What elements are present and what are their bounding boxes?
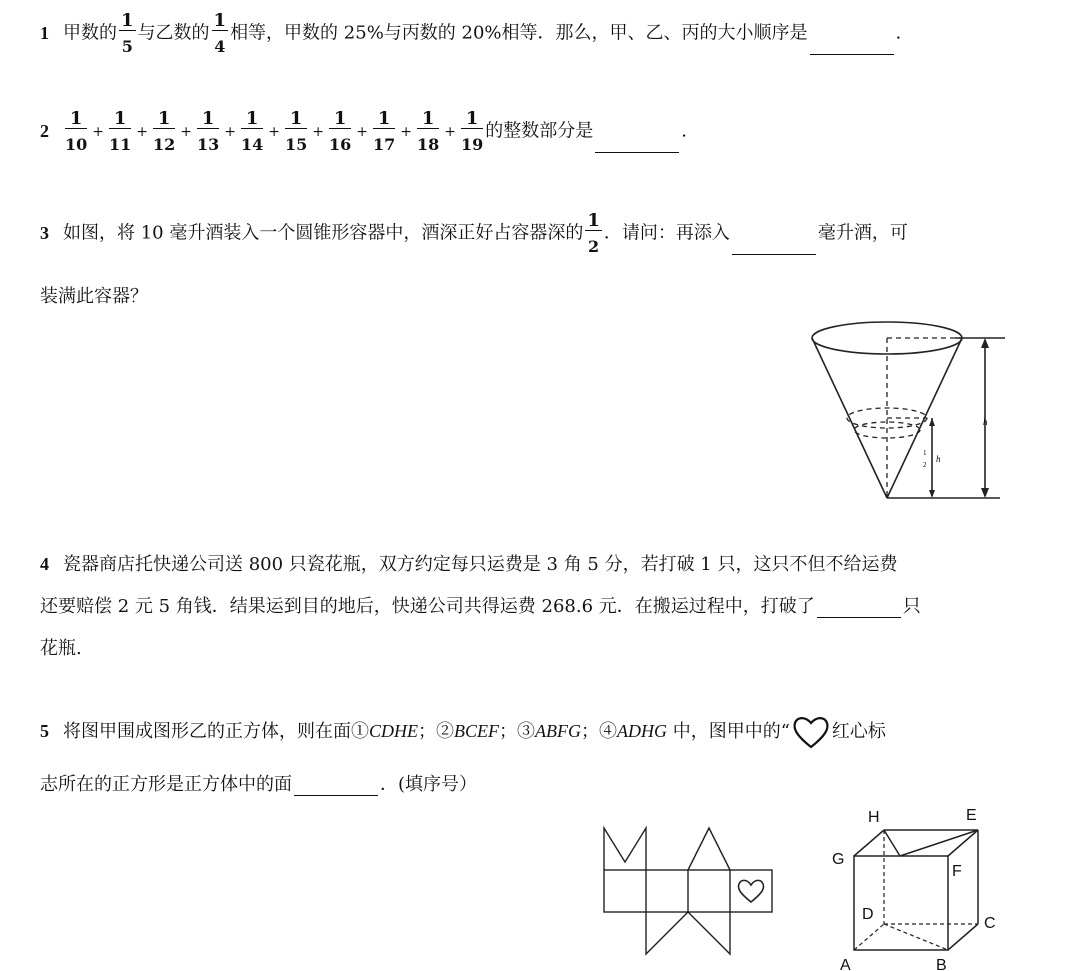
fraction: $\frac{1}{19}$ [461, 108, 484, 154]
svg-text:h: h [936, 454, 941, 464]
vertex-label-B: B [936, 957, 947, 971]
answer-blank[interactable] [810, 54, 894, 55]
plus-sign: + [92, 123, 104, 140]
answer-blank[interactable] [817, 617, 901, 618]
q1-text-1: 甲数的 [63, 22, 117, 44]
fraction: $\frac{1}{18}$ [417, 108, 440, 154]
question-3 [40, 212, 908, 255]
question-number: 2 [40, 120, 49, 141]
plus-sign: + [444, 123, 456, 140]
q3-text-1: 如图，将 10 毫升酒装入一个圆锥形容器中，酒深正好占容器深的 [63, 222, 584, 244]
vertex-label-H: H [868, 809, 880, 826]
question-5: 5 将图甲围成图形乙的正方体，则在面①CDHE；②BCEF；③ABFG；④ADHG 中，图甲中的“ 红心标 [40, 714, 886, 750]
question-1: 1 甲数的 $\frac{1}{5}$ 与乙数的 $\frac{1}{4}$ 相等，甲数的 25%与丙数的 20%相等．那么，甲、乙、丙的大小顺序是 . [40, 10, 902, 56]
cube-net-figure [598, 822, 780, 962]
fraction: $\frac{1}{10}$ [65, 108, 88, 154]
plus-sign: + [224, 123, 236, 140]
height-label: h [983, 417, 988, 427]
plus-sign: + [312, 123, 324, 140]
vertex-label-E: E [966, 807, 977, 824]
heart-icon [791, 714, 831, 750]
question-2: 2 $\frac{1}{10}$ + $\frac{1}{11}$ + $\frac{1}{12}$ + $\frac{1}{13}$ + $\frac{1}{14}$ + $\frac{1}{15}$ + $\frac{1}{16}$ + $\frac{1}{17}$ + $\frac{1}{18}$ + $\frac{1}{19}$ 的整数部分是 . [40, 108, 687, 154]
answer-blank[interactable] [294, 795, 378, 796]
vertex-label-F: F [952, 863, 962, 880]
face-label: ADHG [616, 721, 667, 741]
face-label: BCEF [454, 721, 499, 741]
answer-blank[interactable] [595, 152, 679, 153]
fraction: $\frac{1}{4}$ [213, 10, 227, 56]
fraction: $\frac{1}{2}$ [587, 210, 600, 256]
face-label: CDHE [369, 721, 418, 741]
face-label: ABFG [535, 721, 581, 741]
cone-figure [800, 310, 1020, 510]
plus-sign: + [268, 123, 280, 140]
svg-text:2: 2 [923, 461, 927, 469]
q3-text-2: ．请问：再添入 [603, 222, 730, 244]
plus-sign: + [400, 123, 412, 140]
q3-text-3: 毫升酒，可 [817, 222, 908, 244]
fraction: $\frac{1}{17}$ [373, 108, 396, 154]
vertex-label-C: C [984, 915, 996, 932]
plus-sign: + [180, 123, 192, 140]
answer-blank[interactable] [732, 254, 816, 255]
q2-text: 的整数部分是 [485, 120, 594, 142]
question-number: 5 [40, 721, 49, 741]
fraction: $\frac{1}{15}$ [285, 108, 308, 154]
fraction: $\frac{1}{16}$ [329, 108, 352, 154]
vertex-label-A: A [840, 957, 851, 971]
question-4 [40, 550, 897, 576]
vertex-label-G: G [832, 851, 845, 868]
fraction: $\frac{1}{11}$ [109, 108, 132, 154]
half-height-label: 1 [923, 449, 927, 457]
plus-sign: + [136, 123, 148, 140]
question-number: 3 [40, 222, 49, 243]
fraction: $\frac{1}{5}$ [121, 10, 134, 56]
cube-figure [820, 800, 1020, 971]
fraction: $\frac{1}{12}$ [153, 108, 176, 154]
fraction: $\frac{1}{13}$ [197, 108, 220, 154]
question-number: 4 [40, 554, 49, 574]
q4-line-3: 花瓶. [40, 638, 82, 659]
vertex-label-D: D [862, 906, 874, 923]
q1-text-3: 相等，甲数的 25%与丙数的 20%相等．那么，甲、乙、丙的大小顺序是 [230, 22, 808, 44]
q3-line-2: 装满此容器？ [40, 286, 148, 307]
question-number: 1 [40, 22, 49, 43]
q1-text-2: 与乙数的 [137, 22, 210, 44]
q5-line-2: 志所在的正方形是正方体中的面 ．(填序号） [40, 774, 478, 795]
q4-text-1: 瓷器商店托快递公司送 800 只瓷花瓶，双方约定每只运费是 3 角 5 分，若打破 1 只，这只不但不给运费 [63, 554, 898, 575]
plus-sign: + [356, 123, 368, 140]
q4-line-2: 还要赔偿 2 元 5 角钱．结果运到目的地后，快递公司共得运费 268.6 元．在搬运过程中，打破了 只 [40, 596, 921, 617]
fraction: $\frac{1}{14}$ [241, 108, 264, 154]
